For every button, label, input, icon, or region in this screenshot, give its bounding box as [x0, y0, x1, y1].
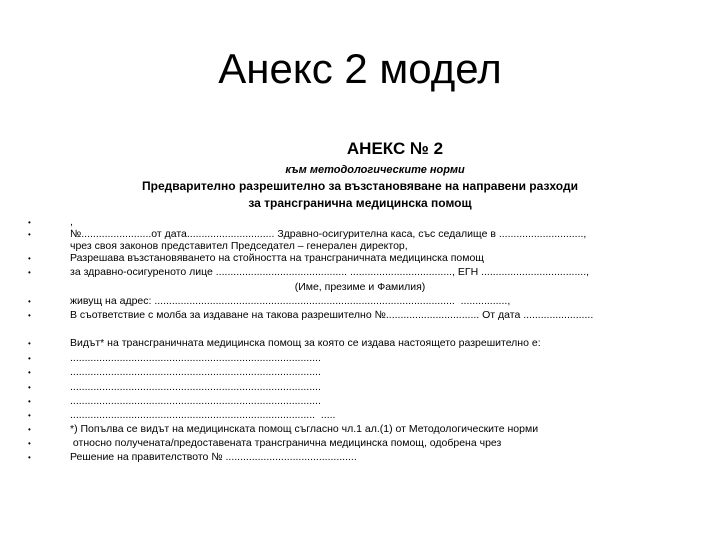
bullet-icon: • [28, 411, 31, 420]
annex-title-text: АНЕКС № 2 [346, 139, 444, 158]
body-line-text: чрез своя законов представител Председател – генерален директор, [70, 240, 408, 252]
body-line-text: Разрешава възстановяването на стойността на трансграничната медицинска помощ [70, 252, 484, 264]
bullet-icon: • [28, 383, 31, 392]
body-line-text: , [70, 216, 73, 228]
bullet-icon: • [28, 397, 31, 406]
bullet-icon: • [28, 339, 31, 348]
body-line-text: относно получената/предоставената трансгранична медицинска помощ, одобрена чрез [70, 437, 502, 449]
slide-title: Анекс 2 модел [218, 45, 502, 92]
body-line-text: за здравно-осигуреното лице ............................................. ..................................., ЕГН ...................................., [70, 266, 590, 278]
bullet-icon: • [28, 254, 31, 263]
annex-heading-line-1: Предварително разрешително за възстановяване на направени разходи [142, 179, 578, 193]
annex-heading-line-2: за трансгранична медицинска помощ [248, 196, 472, 210]
bullet-icon: • [28, 354, 31, 363]
bullet-icon: • [28, 297, 31, 306]
annex-subtitle [0, 163, 720, 177]
body-line-text: В съответствие с молба за издаване на такова разрешително №................................ От дата ........................ [70, 309, 594, 321]
annex-title [0, 138, 720, 160]
bullet-icon: • [28, 218, 31, 227]
body-line-text: ...................................................................................... [70, 381, 321, 393]
body-line-text: ...................................................................................... [70, 366, 321, 378]
bullet-icon: • [28, 425, 31, 434]
bullet-icon: • [28, 453, 31, 462]
bullet-icon: • [28, 268, 31, 277]
bullet-icon: • [28, 368, 31, 377]
name-caption: (Име, презиме и Фамилия) [294, 281, 426, 293]
annex-subtitle-text: към методологическите норми [285, 164, 465, 176]
body-line-text: Решение на правителството № ............................................. [70, 451, 357, 463]
body-line-text: живущ на адрес: ....................................................................................................... ................, [70, 295, 511, 307]
body-line-text: №........................от дата.............................. Здравно-осигурителна каса, със седалище в ............................., [70, 228, 587, 240]
bullet-icon: • [28, 230, 31, 239]
body-line-text: ...................................................................................... [70, 352, 321, 364]
body-line-text: Видът* на трансграничната медицинска помощ за която се издава настоящето разрешително е: [70, 337, 541, 349]
body-line-text: .................................................................................... ..... [70, 409, 336, 421]
body-line-text: ...................................................................................... [70, 395, 321, 407]
bullet-icon: • [28, 311, 31, 320]
body-line-text: *) Попълва се видът на медицинската помощ съгласно чл.1 ал.(1) от Методологическите норми [70, 423, 539, 435]
bullet-icon: • [28, 439, 31, 448]
